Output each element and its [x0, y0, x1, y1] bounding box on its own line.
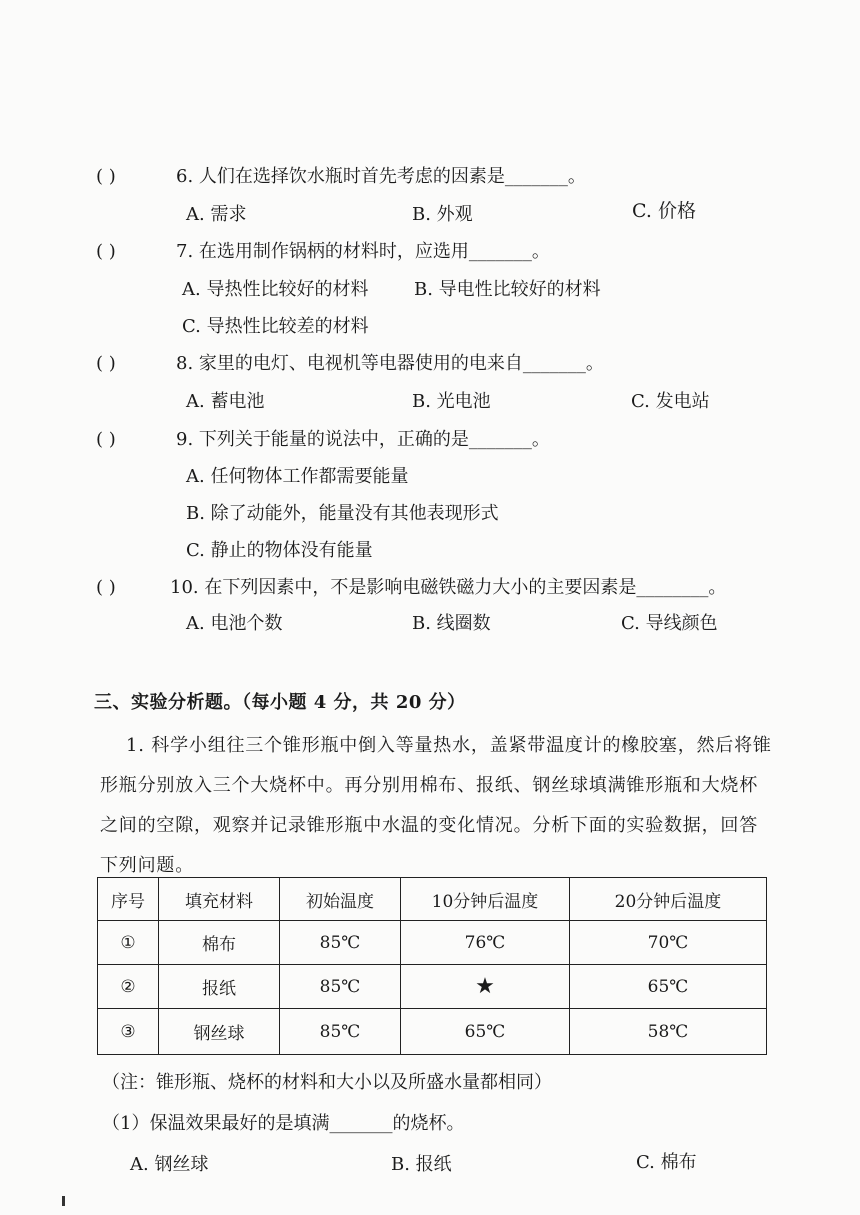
q8-option-a[interactable]: A. 蓄电池 — [186, 391, 265, 412]
q8-option-c[interactable]: C. 发电站 — [631, 391, 710, 412]
question-8-text: 8. 家里的电灯、电视机等电器使用的电来自_______。 — [176, 353, 604, 374]
q9-option-b[interactable]: B. 除了动能外，能量没有其他表现形式 — [186, 503, 499, 524]
q7-option-c[interactable]: C. 导热性比较差的材料 — [182, 316, 369, 337]
table-cell: 85℃ — [280, 921, 401, 965]
question-7-text: 7. 在选用制作锅柄的材料时，应选用_______。 — [176, 241, 550, 262]
subq1-option-a[interactable]: A. 钢丝球 — [130, 1154, 209, 1175]
q7-option-b[interactable]: B. 导电性比较好的材料 — [414, 279, 601, 300]
table-cell: ③ — [98, 1009, 159, 1055]
table-header-cell: 填充材料 — [159, 878, 280, 921]
subq1-option-b[interactable]: B. 报纸 — [391, 1154, 452, 1175]
answer-bracket[interactable]: ( ) — [96, 577, 116, 598]
table-cell: 棉布 — [159, 921, 280, 965]
table-row — [98, 1009, 767, 1055]
q8-option-b[interactable]: B. 光电池 — [412, 391, 491, 412]
q9-option-a[interactable]: A. 任何物体工作都需要能量 — [186, 466, 409, 487]
q9-option-c[interactable]: C. 静止的物体没有能量 — [186, 540, 373, 561]
table-cell: 65℃ — [570, 965, 767, 1009]
table-header-cell: 10分钟后温度 — [401, 878, 570, 921]
answer-bracket[interactable]: ( ) — [96, 353, 116, 374]
table-cell: 85℃ — [280, 965, 401, 1009]
q10-option-b[interactable]: B. 线圈数 — [412, 613, 491, 634]
table-header-row — [98, 878, 767, 921]
table-row — [98, 965, 767, 1009]
question-9-text: 9. 下列关于能量的说法中，正确的是_______。 — [176, 429, 550, 450]
table-cell: 报纸 — [159, 965, 280, 1009]
subq1-option-c[interactable]: C. 棉布 — [636, 1152, 697, 1173]
answer-bracket[interactable]: ( ) — [96, 429, 116, 450]
star-icon: ★ — [401, 965, 570, 1009]
q7-option-a[interactable]: A. 导热性比较好的材料 — [182, 279, 369, 300]
answer-bracket[interactable]: ( ) — [96, 241, 116, 262]
table-header-cell: 初始温度 — [280, 878, 401, 921]
question-6-text: 6. 人们在选择饮水瓶时首先考虑的因素是_______。 — [176, 166, 586, 187]
experiment-data-table — [97, 877, 767, 1055]
scan-mark — [62, 1196, 65, 1206]
q6-option-a[interactable]: A. 需求 — [186, 204, 247, 225]
q10-option-a[interactable]: A. 电池个数 — [186, 613, 283, 634]
q10-option-c[interactable]: C. 导线颜色 — [621, 613, 718, 634]
table-cell: 钢丝球 — [159, 1009, 280, 1055]
table-cell: ② — [98, 965, 159, 1009]
table-cell: 58℃ — [570, 1009, 767, 1055]
table-cell: 65℃ — [401, 1009, 570, 1055]
q6-option-c[interactable]: C. 价格 — [632, 200, 696, 222]
section-3-title: 三、实验分析题。（每小题 4 分，共 20 分） — [94, 692, 466, 713]
table-cell: 85℃ — [280, 1009, 401, 1055]
table-header-cell: 序号 — [98, 878, 159, 921]
table-note: （注：锥形瓶、烧杯的材料和大小以及所盛水量都相同） — [102, 1072, 552, 1093]
question-10-text: 10. 在下列因素中，不是影响电磁铁磁力大小的主要因素是________。 — [170, 577, 727, 598]
answer-bracket[interactable]: ( ) — [96, 166, 116, 187]
table-cell: 76℃ — [401, 921, 570, 965]
table-cell: ① — [98, 921, 159, 965]
table-header-cell: 20分钟后温度 — [570, 878, 767, 921]
experiment-intro: 1. 科学小组往三个锥形瓶中倒入等量热水，盖紧带温度计的橡胶塞，然后将锥形瓶分别放入三个大烧杯中。再分别用棉布、报纸、钢丝球填满锥形瓶和大烧杯之间的空隙，观察并记录锥形瓶中水温的变化情况。分析下面的实验数据，回答下列问题。 — [100, 735, 772, 876]
table-cell: 70℃ — [570, 921, 767, 965]
subquestion-1-text: （1）保温效果最好的是填满_______的烧杯。 — [102, 1113, 465, 1134]
table-row — [98, 921, 767, 965]
q6-option-b[interactable]: B. 外观 — [412, 204, 473, 225]
